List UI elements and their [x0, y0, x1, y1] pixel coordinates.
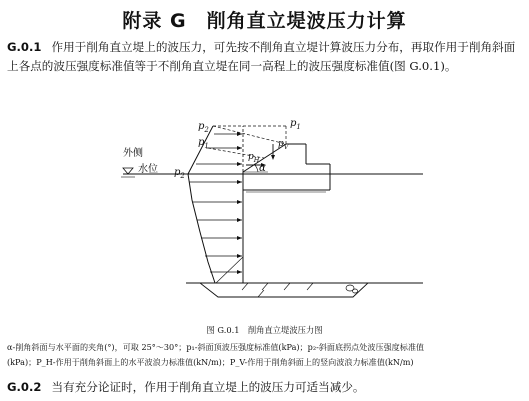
slope-pressure-lines	[208, 126, 286, 158]
figure-legend-line-2: (kPa)；P_H-作用于削角斜面上的水平波浪力标准值(kN/m)；P_V-作用于削角斜面上的竖向波浪力标准值(kN/m)	[7, 357, 414, 367]
label-p1-mid: $p_1$	[198, 137, 209, 150]
label-p2-low: $p_2$	[174, 167, 185, 180]
label-outer-side: 外侧	[123, 148, 143, 159]
clause-g-0-2	[7, 378, 523, 397]
page-title: 附录 G 削角直立堤波压力计算	[122, 10, 407, 32]
clause-text: 当有充分论证时，作用于削角直立堤上的波压力可适当减少。	[51, 380, 365, 394]
clause-number: G.0.2	[7, 380, 42, 394]
figure-caption: 图 G.0.1 削角直立堤波压力图	[206, 325, 323, 335]
figure-legend-line-1: α-削角斜面与水平面的夹角(°)，可取 25°～30°；p₁-斜面顶波压强度标准值(kPa)；p₂-斜面底拐点处波压强度标准值	[7, 342, 425, 352]
clause-number: G.0.1	[7, 40, 42, 54]
label-p2-top: $p_2$	[198, 121, 209, 134]
clause-g-0-1	[7, 38, 523, 76]
label-p1-top: $p_1$	[290, 118, 301, 131]
pressure-arrows	[189, 134, 242, 272]
foundation-hatching	[242, 283, 313, 297]
wave-pressure-diagram	[68, 112, 428, 320]
label-alpha: α	[259, 163, 266, 174]
clause-text: 作用于削角直立堤上的波压力，可先按不削角直立堤计算波压力分布，再取作用于削角斜面上各点的波压强度标准值等于不削角直立堤在同一高程上的波压强度标准值(图 G.0.1)。	[7, 40, 516, 73]
label-ph: $p_H$	[248, 152, 260, 164]
label-water-level: 水位	[138, 164, 158, 175]
label-pv: $p_V$	[278, 139, 289, 151]
caisson-body	[216, 144, 330, 283]
pressure-diagram-outline	[188, 126, 215, 283]
water-level-symbol	[123, 168, 133, 174]
